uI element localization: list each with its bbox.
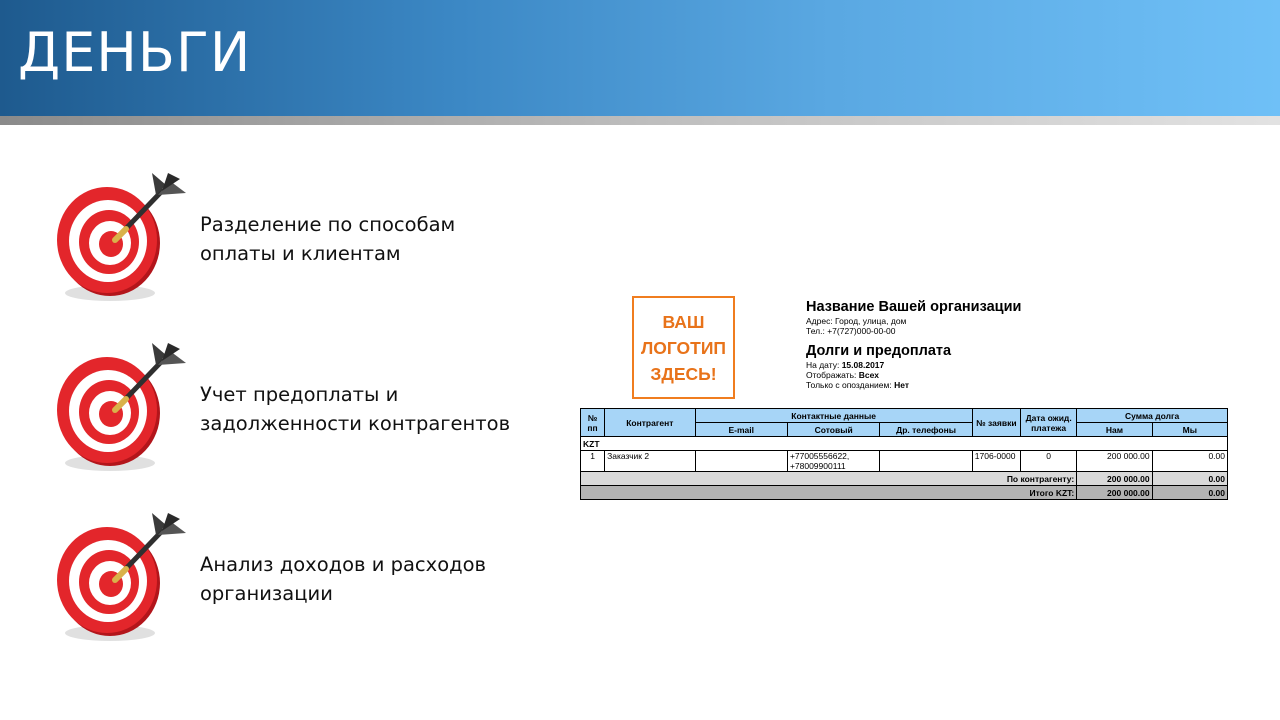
col-debt-sum: Сумма долга <box>1077 409 1228 423</box>
cell-we: 0.00 <box>1152 451 1227 472</box>
show-label: Отображать: <box>806 370 857 380</box>
col-contacts: Контактные данные <box>695 409 972 423</box>
date-label: На дату: <box>806 360 840 370</box>
late-label: Только с опозданием: <box>806 380 892 390</box>
total-row <box>581 486 1228 500</box>
feature-text-2: Учет предоплаты и задолженности контрагентов <box>200 383 511 435</box>
report-title: Долги и предоплата <box>806 343 952 359</box>
org-name: Название Вашей организации <box>806 299 1022 315</box>
org-address: Адрес: Город, улица, дом <box>806 316 907 326</box>
col-email: E-mail <box>695 423 787 437</box>
cell-mobile: +77005556622, +78009900111 <box>787 451 879 472</box>
target-dart-icon <box>52 165 192 305</box>
report-date <box>806 360 1021 370</box>
feature-text-3: Анализ доходов и расходов организации <box>200 553 487 605</box>
col-contractor: Контрагент <box>605 409 695 437</box>
col-other-phones: Др. телефоны <box>880 423 972 437</box>
feature-text-1: Разделение по способам оплаты и клиентам <box>200 213 456 265</box>
cell-to-us: 200 000.00 <box>1077 451 1152 472</box>
col-mobile: Сотовый <box>787 423 879 437</box>
col-we: Мы <box>1152 423 1227 437</box>
report-late-filter <box>806 380 1021 390</box>
cell-expected: 0 <box>1021 451 1077 472</box>
target-dart-icon <box>52 505 192 645</box>
debt-table <box>580 408 1228 500</box>
feature-bullet-2 <box>52 335 532 485</box>
cell-order-num: 1706-0000 <box>972 451 1020 472</box>
report-header <box>806 298 1021 390</box>
col-expected-date: Дата ожид. платежа <box>1021 409 1077 437</box>
cell-num: 1 <box>581 451 605 472</box>
report-show-filter <box>806 370 1021 380</box>
logo-text: ВАШ ЛОГОТИП ЗДЕСЬ! <box>640 311 727 384</box>
col-order-num: № заявки <box>972 409 1020 437</box>
header-divider <box>0 116 1280 125</box>
page-title: ДЕНЬГИ <box>18 21 252 84</box>
feature-bullet-1 <box>52 165 532 315</box>
cell-email <box>695 451 787 472</box>
col-to-us: Нам <box>1077 423 1152 437</box>
subtotal-we: 0.00 <box>1152 472 1227 486</box>
subtotal-row <box>581 472 1228 486</box>
date-value: 15.08.2017 <box>841 360 885 370</box>
subtotal-label: По контрагенту: <box>581 472 1077 486</box>
cell-other-phones <box>880 451 972 472</box>
feature-bullet-3 <box>52 505 532 655</box>
cell-contractor: Заказчик 2 <box>605 451 695 472</box>
target-dart-icon <box>52 335 192 475</box>
col-num: № пп <box>581 409 605 437</box>
subtotal-to-us: 200 000.00 <box>1077 472 1152 486</box>
logo-placeholder <box>632 296 735 399</box>
header-banner <box>0 0 1280 116</box>
debt-report <box>580 290 1230 505</box>
late-value: Нет <box>894 380 910 390</box>
org-phone: Тел.: +7(727)000-00-00 <box>806 326 896 336</box>
table-row <box>581 451 1228 472</box>
total-to-us: 200 000.00 <box>1077 486 1152 500</box>
show-value: Всех <box>858 370 879 380</box>
currency-group: KZT <box>581 437 1228 451</box>
total-label: Итого KZT: <box>581 486 1077 500</box>
total-we: 0.00 <box>1152 486 1227 500</box>
